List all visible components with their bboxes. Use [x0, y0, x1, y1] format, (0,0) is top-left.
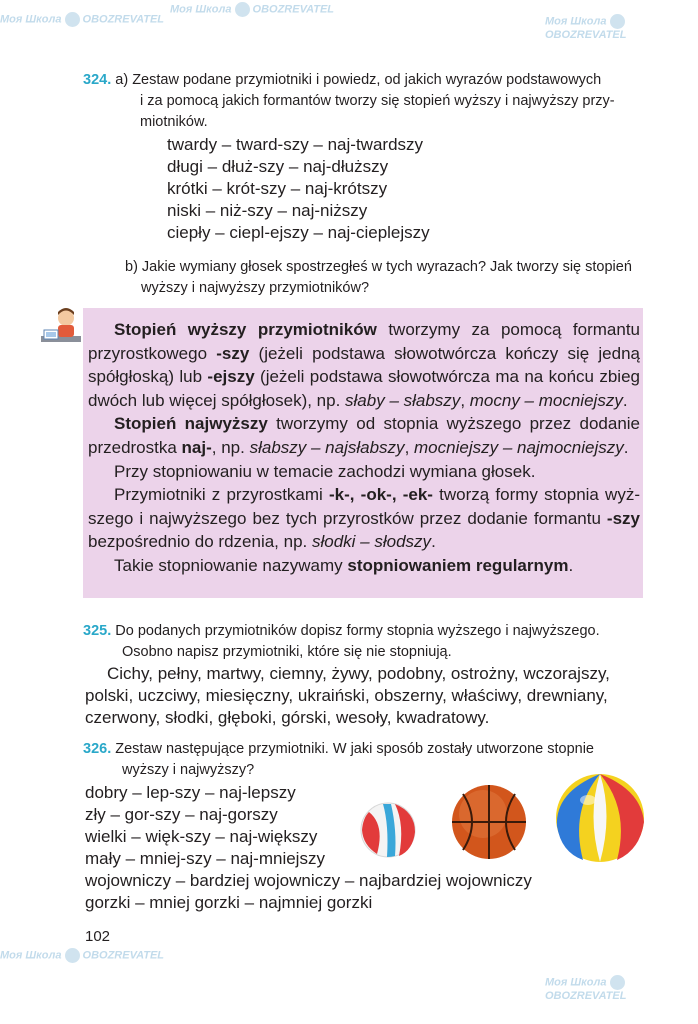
- rule-paragraph: Stopień wyższy przymiotników tworzymy za pomocą formantu przyrostkowego -szy (jeżeli podstawa słowotwórcza kończy się jedną spółgłoską) lub -ejszy (jeżeli podstawa słowotwórcza ma na końcu zbieg dwóch lub więcej spółgłosek), np. słaby – słabszy, mocny – mocniejszy.: [88, 320, 640, 410]
- watermark: Моя Школа OBOZREVATEL: [170, 3, 334, 16]
- exercise-324-word-list: [167, 134, 430, 244]
- exercise-325-word-list: Cichy, pełny, martwy, ciemny, żywy, podobny, ostrożny, wczorajszy, polski, uczciwy, miesięczny, ukraiński, obszerny, właściwy, drewniany, czerwony, słodki, głęboki, górski, wesoły, kwadratowy.: [85, 664, 610, 727]
- exercise-324-instruction-a: 324. a) Zestaw podane przymiotniki i powiedz, od jakich wyrazów podstawowych: [83, 72, 602, 88]
- rule-text: [88, 318, 640, 578]
- watermark: Моя Школа OBOZREVATEL: [0, 13, 164, 26]
- exercise-number: 326.: [83, 741, 112, 757]
- exercise-number: 324.: [83, 72, 112, 88]
- exercise-324-instruction-a-line3: miotników.: [140, 114, 208, 130]
- basketball-icon: [452, 785, 526, 859]
- exercise-324-instruction-a-line2: i za pomocą jakich formantów tworzy się stopień wyższy i najwyższy przy-: [140, 93, 615, 109]
- rule-paragraph: Przymiotniki z przyrostkami -k-, -ok-, -ek- tworzą formy stopnia wyższego i najwyższego bez tych przyrostków przez dodanie formantu -szy bezpośrednio do rdzenia, np. słodki – słodszy.: [88, 485, 641, 552]
- watermark: Моя Школа OBOZREVATEL: [545, 976, 627, 1002]
- word-row: wielki – więk-szy – naj-większy: [85, 827, 318, 846]
- exercise-326-instruction-line2: wyższy i najwyższy?: [122, 762, 255, 778]
- watermark: Моя Школа OBOZREVATEL: [0, 949, 164, 962]
- word-row: zły – gor-szy – naj-gorszy: [85, 805, 278, 824]
- word-row: dobry – lep-szy – naj-lepszy: [85, 783, 296, 802]
- small-beach-ball-icon: [361, 803, 415, 857]
- watermark: Моя Школа OBOZREVATEL: [545, 15, 627, 41]
- word-row: twardy – tward-szy – naj-twardszy: [167, 135, 424, 154]
- student-reading-icon: [38, 306, 84, 352]
- exercise-325-instruction: 325. Do podanych przymiotników dopisz formy stopnia wyższego i najwyższego.: [83, 623, 600, 639]
- word-row: wojowniczy – bardziej wojowniczy – najbardziej wojowniczy: [85, 871, 532, 890]
- rule-paragraph: Takie stopniowanie nazywamy stopniowaniem regularnym.: [114, 555, 574, 575]
- exercise-326-instruction: 326. Zestaw następujące przymiotniki. W jaki sposób zostały utworzone stopnie: [83, 741, 594, 757]
- page-number: 102: [85, 928, 111, 945]
- large-beach-ball-icon: [556, 774, 644, 862]
- word-row: gorzki – mniej gorzki – najmniej gorzki: [85, 893, 373, 912]
- exercise-number: 325.: [83, 623, 112, 639]
- word-row: ciepły – ciepl-ejszy – naj-cieplejszy: [167, 223, 430, 242]
- balls-illustration: [355, 770, 645, 862]
- word-row: długi – dłuż-szy – naj-dłuższy: [167, 157, 389, 176]
- word-row: krótki – krót-szy – naj-krótszy: [167, 179, 388, 198]
- exercise-324-instruction-b: b) Jakie wymiany głosek spostrzegłeś w tych wyrazach? Jak tworzy się stopień wyższy i najwyższy przymiotników?: [125, 259, 632, 296]
- word-row: niski – niż-szy – naj-niższy: [167, 201, 368, 220]
- rule-paragraph: Przy stopniowaniu w temacie zachodzi wymiana głosek.: [114, 461, 536, 481]
- word-row: mały – mniej-szy – naj-mniejszy: [85, 849, 325, 868]
- rule-paragraph: Stopień najwyższy tworzymy od stopnia wyższego przez dodanie przedrostka naj-, np. słabszy – najsłabszy, mocniejszy – najmocniejszy.: [88, 414, 641, 457]
- exercise-325-instruction-line2: Osobno napisz przymiotniki, które się nie stopniują.: [122, 644, 452, 660]
